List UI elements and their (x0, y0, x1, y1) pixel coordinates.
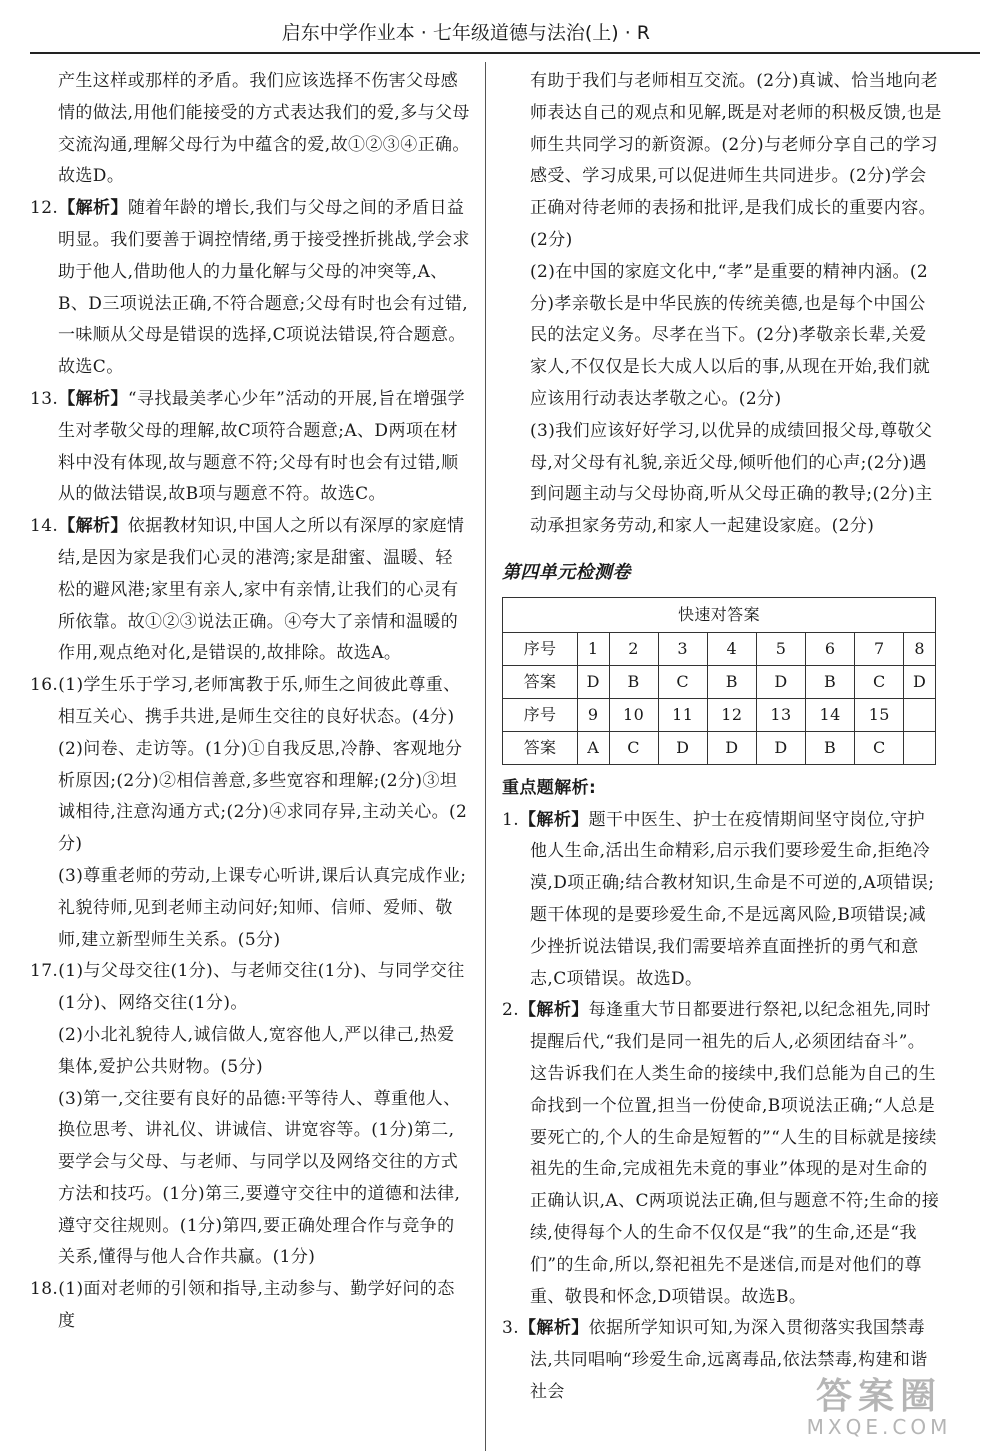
q17-part3: (3)第一,交往要有良好的品德:平等待人、尊重他人、换位思考、讲礼仪、讲诚信、讲宽容等。(1分)第二,要学会与父母、与老师、与同学以及网络交往的方式方法和技巧。(1分)第三,要遵守交往中的道德和法律,遵守交往规则。(1分)第四,要正确处理合作与竞争的关系,懂得与他人合作共赢。(1分) (58, 1088, 461, 1268)
left-column (30, 66, 470, 1451)
table-cell: C (855, 731, 904, 764)
q13-tag: 【解析】 (58, 388, 128, 409)
row-label-number: 序号 (503, 698, 578, 731)
table-cell: 2 (609, 632, 658, 665)
q16-part3: (3)尊重老师的劳动,上课专心听讲,课后认真完成作业;礼貌待师,见到老师主动问好;知师、信师、爱师、敬师,建立新型师生关系。(5分) (58, 865, 467, 950)
q18-text: (1)面对老师的引领和指导,主动参与、勤学好问的态度 (58, 1279, 455, 1332)
q16-part1 (30, 670, 470, 734)
k2-number: 2. (502, 1000, 520, 1021)
table-cell: 7 (855, 632, 904, 665)
q18-part2: (2)在中国的家庭文化中,“孝”是重要的精神内涵。(2分)孝亲敬长是中华民族的传统美德,也是每个中国公民的法定义务。尽孝在当下。(2分)孝敬亲长辈,关爱家人,不仅仅是长大成人以后的事,从现在开始,我们就应该用行动表达孝敬之心。(2分) (530, 261, 931, 409)
k2-answer (502, 995, 942, 1313)
right-column (502, 66, 942, 1451)
k1-answer (502, 805, 942, 996)
table-cell: 3 (658, 632, 707, 665)
table-cell: 5 (756, 632, 805, 665)
row-label-number: 序号 (503, 632, 578, 665)
q12-number: 12. (30, 198, 59, 219)
table-cell: A (577, 731, 609, 764)
q17-p1: (1)与父母交往(1分)、与老师交往(1分)、与同学交往(1分)、网络交往(1分)。 (58, 961, 465, 1014)
table-cell: 13 (756, 698, 805, 731)
table-row (503, 731, 936, 764)
table-row (503, 698, 936, 731)
q17-number: 17. (30, 961, 59, 982)
q16-number: 16. (30, 675, 59, 696)
table-cell: C (609, 731, 658, 764)
k3-text: 依据所学知识可知,为深入贯彻落实我国禁毒法,共同唱响“珍爱生命,远离毒品,依法禁毒,构建和谐社会 (530, 1318, 928, 1402)
page-header (30, 12, 980, 54)
table-cell: 12 (707, 698, 756, 731)
row-label-answer: 答案 (503, 665, 578, 698)
q11-continuation: 产生这样或那样的矛盾。我们应该选择不伤害父母感情的做法,用他们能接受的方式表达我们的爱,多与父母交流沟通,理解父母行为中蕴含的爱,故①②③④正确。故选D。 (58, 71, 470, 187)
table-cell: D (707, 731, 756, 764)
q17-part1 (30, 956, 470, 1020)
table-row (503, 665, 936, 698)
table-cell: 9 (577, 698, 609, 731)
k3-number: 3. (502, 1318, 520, 1339)
table-caption: 快速对答案 (503, 597, 936, 632)
table-cell: C (855, 665, 904, 698)
k1-text: 题干中医生、护士在疫情期间坚守岗位,守护他人生命,活出生命精彩,启示我们要珍爱生命,拒绝冷漠,D项正确;结合教材知识,生命是不可逆的,A项错误;题干体现的是要珍爱生命,不是远离风险,B项错误;减少挫折说法错误,我们需要培养直面挫折的勇气和意志,C项错误。故选D。 (530, 809, 935, 989)
q13-answer (30, 384, 470, 511)
q14-text: 依据教材知识,中国人之所以有深厚的家庭情结,是因为家是我们心灵的港湾;家是甜蜜、温暖、轻松的避风港;家里有亲人,家中有亲情,让我们的心灵有所依靠。故①②③说法正确。④夸大了亲情和温暖的作用,观点绝对化,是错误的,故排除。故选A。 (58, 516, 465, 664)
table-cell: B (806, 731, 855, 764)
q16-part2: (2)问卷、走访等。(1分)①自我反思,冷静、客观地分析原因;(2分)②相信善意,多些宽容和理解;(2分)③坦诚相待,注意沟通方式;(2分)④求同存异,主动关心。(2分) (58, 738, 468, 855)
table-cell: B (806, 665, 855, 698)
q18-part3: (3)我们应该好好学习,以优异的成绩回报父母,尊敬父母,对父母有礼貌,亲近父母,倾听他们的心声;(2分)遇到问题主动与父母协商,听从父母正确的教导;(2分)主动承担家务劳动,和家人一起建设家庭。(2分) (530, 420, 933, 537)
k1-number: 1. (502, 809, 520, 830)
table-cell: 8 (904, 632, 936, 665)
table-cell: C (658, 665, 707, 698)
k1-tag: 【解析】 (519, 809, 589, 830)
table-cell (904, 698, 936, 731)
site-watermark (774, 1377, 984, 1437)
table-cell: 14 (806, 698, 855, 731)
q12-text: 随着年龄的增长,我们与父母之间的矛盾日益明显。我们要善于调控情绪,勇于接受挫折挑战,学会求助于他人,借助他人的力量化解与父母的冲突等,A、B、D三项说法正确,不符合题意;父母有时也会有过错,一味顺从父母是错误的选择,C项说法错误,符合题意。故选C。 (58, 198, 470, 378)
table-cell: D (756, 665, 805, 698)
table-cell: 11 (658, 698, 707, 731)
table-cell: D (658, 731, 707, 764)
row-label-answer: 答案 (503, 731, 578, 764)
table-cell: B (707, 665, 756, 698)
q18-part1 (30, 1274, 470, 1338)
k3-tag: 【解析】 (519, 1318, 589, 1339)
table-cell (904, 731, 936, 764)
table-cell: B (609, 665, 658, 698)
table-cell: 4 (707, 632, 756, 665)
q12-tag: 【解析】 (58, 198, 128, 219)
k2-tag: 【解析】 (519, 1000, 589, 1021)
q14-number: 14. (30, 516, 59, 537)
quick-answer-table (502, 597, 936, 765)
q13-number: 13. (30, 388, 59, 409)
table-cell: D (577, 665, 609, 698)
watermark-logo: 答案圈 (815, 1376, 942, 1417)
k2-text: 每逢重大节日都要进行祭祀,以纪念祖先,同时提醒后代,“我们是同一祖先的后人,必须团结奋斗”。这告诉我们在人类生命的接续中,我们总能为自己的生命找到一个位置,担当一份使命,B项说法正确;“人总是要死亡的,个人的生命是短暂的”“人生的目标就是接续祖先的生命,完成祖先未竟的事业”体现的是对生命的正确认识,A、C两项说法正确,但与题意不符;生命的接续,使得每个人的生命不仅仅是“我”的生命,还是“我们”的生命,所以,祭祀祖先不是迷信,而是对他们的尊重、敬畏和怀念,D项错误。故选B。 (530, 1000, 940, 1307)
table-cell: 6 (806, 632, 855, 665)
q17-part2: (2)小北礼貌待人,诚信做人,宽容他人,严以律己,热爱集体,爱护公共财物。(5分) (58, 1024, 455, 1077)
q14-answer (30, 511, 470, 670)
q14-tag: 【解析】 (58, 516, 128, 537)
table-cell: D (904, 665, 936, 698)
q18-number: 18. (30, 1279, 59, 1300)
q13-text: “寻找最美孝心少年”活动的开展,旨在增强学生对孝敬父母的理解,故C项符合题意;A、D两项在材料中没有体现,故与题意不符;父母有时也会有过错,顺从的做法错误,故B项与题意不符。故选C。 (58, 388, 466, 505)
watermark-site: MXQE.COM (806, 1415, 952, 1439)
table-cell: 10 (609, 698, 658, 731)
key-questions-heading: 重点题解析: (502, 777, 597, 798)
q16-p1: (1)学生乐于学习,老师寓教于乐,师生之间彼此尊重、相互关心、携手共进,是师生交往的良好状态。(4分) (58, 675, 461, 727)
header-title: 启东中学作业本 · 七年级道德与法治(上) · R (281, 22, 650, 44)
column-divider (485, 62, 486, 1451)
unit-title: 第四单元检测卷 (502, 561, 631, 583)
q12-answer (30, 193, 470, 384)
table-cell: D (756, 731, 805, 764)
table-cell: 15 (855, 698, 904, 731)
table-row (503, 632, 936, 665)
table-cell: 1 (577, 632, 609, 665)
q18-continuation: 有助于我们与老师相互交流。(2分)真诚、恰当地向老师表达自己的观点和见解,既是对老师的积极反馈,也是师生共同学习的新资源。(2分)与老师分享自己的学习感受、学习成果,可以促进师生共同进步。(2分)学会正确对待老师的表扬和批评,是我们成长的重要内容。(2分) (530, 71, 942, 250)
